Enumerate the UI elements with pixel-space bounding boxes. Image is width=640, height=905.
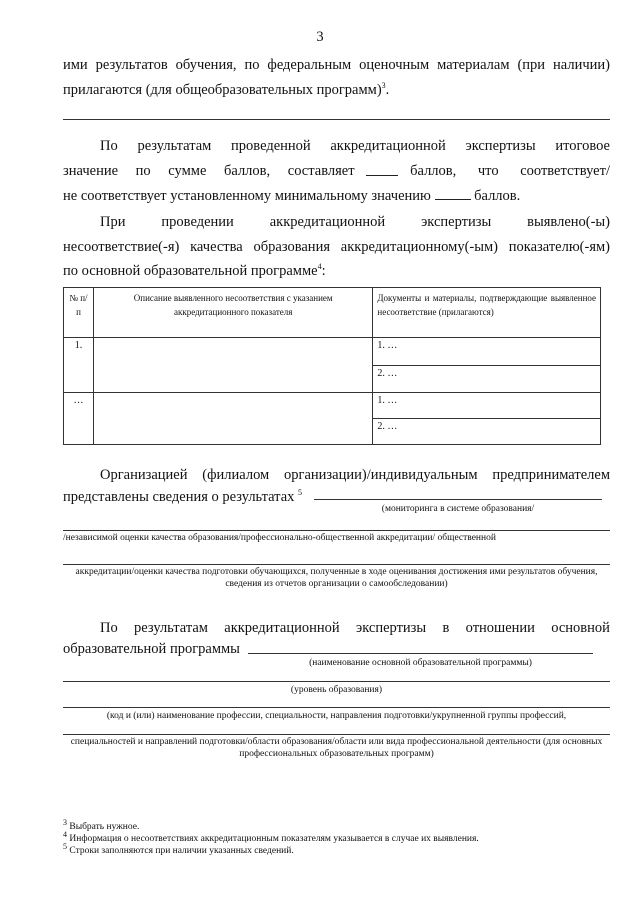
program-caption-3: (код и (или) наименование профессии, специальности, направления подготовки/укрупненной группы профессий, bbox=[106, 711, 567, 721]
score-line-3: не соответствует установленному минимальному значению баллов. bbox=[63, 188, 521, 204]
page-number: 3 bbox=[316, 29, 324, 45]
org-info-caption-3: аккредитации/оценки качества подготовки обучающихся, полученные в ходе оценивания достижения ими результатов обучения, сведения из отчетов организации о самообследовании) bbox=[75, 567, 598, 589]
org-info-line-2: представлены сведения о результатах $^5$ bbox=[63, 488, 303, 505]
header-num: № п/п bbox=[64, 288, 94, 338]
mismatch-line-1: При проведении аккредитационной экспертизы выявлено(-ы) bbox=[100, 214, 610, 230]
program-field-3[interactable] bbox=[63, 707, 610, 708]
header-documents: Документы и материалы, подтверждающие выявленное несоответствие (прилагаются) bbox=[373, 288, 601, 338]
footnote-ref-3: 3 bbox=[381, 81, 386, 91]
row-document[interactable]: 2. … bbox=[373, 419, 601, 445]
org-results-field-3[interactable] bbox=[63, 564, 610, 565]
org-info-line-1: Организацией (филиалом организации)/индивидуальным предпринимателем bbox=[100, 467, 610, 483]
row-document[interactable]: 1. … bbox=[373, 393, 601, 419]
org-info-caption-1: (мониторинга в системе образования/ bbox=[381, 504, 535, 514]
table-row bbox=[64, 393, 601, 419]
footnote-ref-4: 4 bbox=[317, 262, 322, 272]
row-document[interactable]: 2. … bbox=[373, 366, 601, 393]
mismatch-line-3: по основной образовательной программе$^4$: bbox=[63, 262, 326, 279]
org-info-caption-2: /независимой оценки качества образования/профессионально-общественной аккредитации/ общественной bbox=[63, 533, 496, 543]
footnote-5: $^5$ Строки заполняются при наличии указанных сведений. bbox=[63, 841, 294, 856]
table-header-row bbox=[64, 288, 601, 338]
row-description-cell[interactable] bbox=[93, 393, 372, 445]
program-caption-2: (уровень образования) bbox=[290, 685, 383, 695]
footnote-4: $^4$ Информация о несоответствиях аккредитационным показателям указывается в случае их выявления. bbox=[63, 829, 479, 844]
row-number: … bbox=[64, 393, 94, 445]
table-row bbox=[64, 338, 601, 366]
org-results-field[interactable] bbox=[314, 499, 602, 500]
row-number: 1. bbox=[64, 338, 94, 393]
program-field-2[interactable] bbox=[63, 681, 610, 682]
score-line-2: значение по сумме баллов, составляет баллов, что соответствует/ bbox=[63, 163, 610, 179]
row-description-cell[interactable] bbox=[93, 338, 372, 393]
program-line-2: образовательной программы bbox=[63, 641, 240, 657]
org-results-field-2[interactable] bbox=[63, 530, 610, 531]
min-score-blank[interactable] bbox=[435, 188, 471, 200]
program-field-4[interactable] bbox=[63, 734, 610, 735]
program-name-field[interactable] bbox=[248, 653, 593, 654]
footnote-3: $^3$ Выбрать нужное. bbox=[63, 817, 140, 832]
program-caption-4: специальностей и направлений подготовки/области образования/области или вида профессиональной деятельности (для основных профессиональных образовательных программ) bbox=[70, 737, 603, 759]
header-description: Описание выявленного несоответствия с указанием аккредитационного показателя bbox=[93, 288, 372, 338]
footnote-ref-5: 5 bbox=[298, 488, 303, 498]
intro-line-1: ими результатов обучения, по федеральным оценочным материалам (при наличии) bbox=[63, 57, 610, 73]
score-line-1: По результатам проведенной аккредитационной экспертизы итоговое bbox=[100, 138, 610, 154]
mismatch-line-2: несоответствие(-я) качества образования аккредитационному(-ым) показателю(-ям) bbox=[63, 239, 610, 255]
program-caption-1: (наименование основной образовательной программы) bbox=[309, 658, 532, 668]
program-line-1: По результатам аккредитационной экспертизы в отношении основной bbox=[100, 620, 610, 636]
row-document[interactable]: 1. … bbox=[373, 338, 601, 366]
mismatch-table bbox=[63, 287, 601, 445]
score-blank[interactable] bbox=[366, 162, 398, 176]
intro-line-2: прилагаются (для общеобразовательных программ)$^3$. bbox=[63, 81, 390, 98]
section-divider bbox=[63, 119, 610, 120]
